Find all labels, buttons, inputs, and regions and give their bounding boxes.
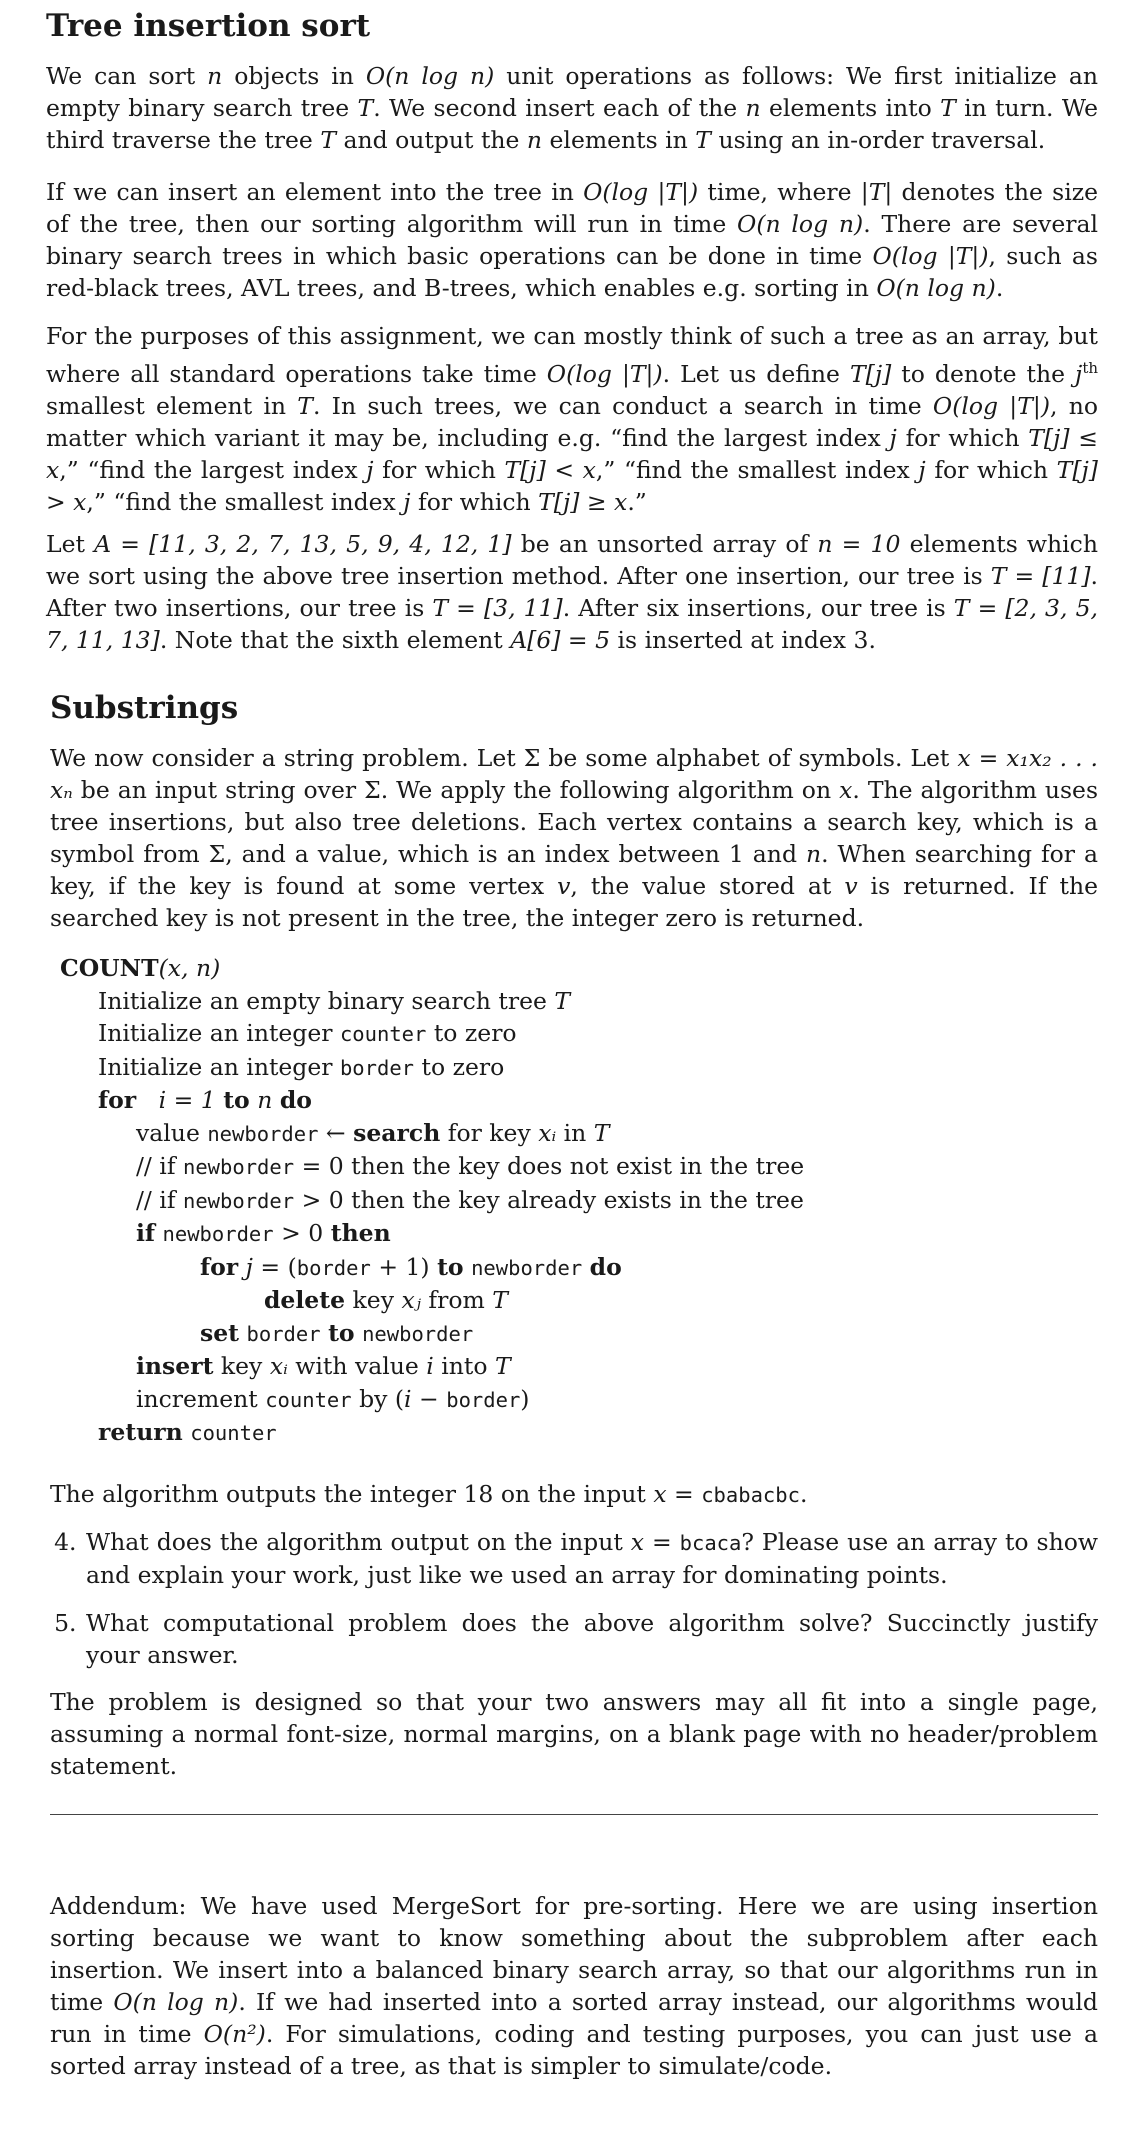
algo-line-comment-exists: // if newborder > 0 then the key already exists in the tree [136,1185,804,1214]
paragraph-tree-insert-time: If we can insert an element into the tree in O(log |T|) time, where |T| denotes the size of the tree, then our sorting algorithm will run in time O(n log n). There are several binary search trees in which basic operations can be done in time O(log |T|), such as red-black trees, AVL trees, and B-trees, which enables e.g. sorting in O(n log n). [46,178,1098,302]
question-4: 4. What does the algorithm output on the input x = bcaca? Please use an array to show and explain your work, just like we used an array for dominating points. [84,1526,1098,1591]
paragraph-string-problem: We now consider a string problem. Let Σ be some alphabet of symbols. Let x = x₁x₂ . . . xₙ be an input string over Σ. We apply the following algorithm on x. The algorithm uses tree insertions, but also tree deletions. Each vertex contains a search key, which is a symbol from Σ, and a value, which is an index between 1 and n. When searching for a key, if the key is found at some vertex v, the value stored at v is returned. If the searched key is not present in the tree, the integer zero is returned. [50,744,1099,932]
paragraph-closing-note: The problem is designed so that your two answers may all fit into a single page, assuming a normal font-size, normal margins, on a blank page with no header/problem statement. [50,1688,1098,1780]
algo-line-init-border: Initialize an integer border to zero [98,1052,505,1081]
algo-line-set-border: set border to newborder [200,1318,474,1347]
section-title-substrings: Substrings [50,690,239,726]
algo-line-insert: insert key xᵢ with value i into T [136,1352,511,1380]
algo-header: COUNT(x, n) [60,954,221,982]
paragraph-tree-sort-intro: We can sort n objects in O(n log n) unit operations as follows: We first initialize an empty binary search tree T. We second insert each of the n elements into T in turn. We third traverse the tree T and output the n elements in T using an in-order traversal. [46,62,1098,154]
algo-line-for-i: for i = 1 to n do [98,1086,312,1114]
count-algorithm [60,952,804,1450]
question-5: 5. What computational problem does the above algorithm solve? Succinctly justify your answer. [84,1607,1098,1671]
algo-line-init-tree: Initialize an empty binary search tree T [98,986,571,1015]
question-list [50,1526,1098,1671]
algo-line-init-counter: Initialize an integer counter to zero [98,1019,517,1047]
paragraph-addendum: Addendum: We have used MergeSort for pre-sorting. Here we are using insertion sorting because we want to know something about the subproblem after each insertion. We insert into a balanced binary search array, so that our algorithms run in time O(n log n). If we had inserted into a sorted array instead, our algorithms would run in time O(n²). For simulations, coding and testing purposes, you can just use a sorted array instead of a tree, as that is simpler to simulate/code. [50,1892,1098,2080]
algo-line-search: value newborder ← search for key xᵢ in T [136,1118,610,1147]
algo-line-increment: increment counter by (i − border) [136,1384,530,1413]
algo-line-if: if newborder > 0 then [136,1219,391,1247]
algo-line-comment-absent: // if newborder = 0 then the key does not exist in the tree [136,1152,805,1180]
paragraph-example-output: The algorithm outputs the integer 18 on the input x = cbabacbc. [50,1480,808,1508]
algo-line-delete: delete key xⱼ from T [264,1286,508,1314]
algo-line-for-j: for j = (border + 1) to newborder do [200,1252,622,1281]
algo-line-return: return counter [98,1418,277,1446]
horizontal-divider [50,1814,1098,1815]
paragraph-tree-as-array: For the purposes of this assignment, we can mostly think of such a tree as an array, but where all standard operations take time O(log |T|). Let us define T[j] to denote the $j^{th}$ smallest element in T. In such trees, we can conduct a search in time O(log |T|), no matter which variant it may be, including e.g. “find the largest index j for which T[j] ≤ x,” “find the largest index j for which T[j] < x,” “find the smallest index j for which T[j] > x,” “find the smallest index j for which T[j] ≥ x.” [46,322,1099,516]
paragraph-example-array: Let A = [11, 3, 2, 7, 13, 5, 9, 4, 12, 1] be an unsorted array of n = 10 elements which we sort using the above tree insertion method. After one insertion, our tree is T = [11]. After two insertions, our tree is T = [3, 11]. After six insertions, our tree is T = [2, 3, 5, 7, 11, 13]. Note that the sixth element A[6] = 5 is inserted at index 3. [46,530,1099,654]
section-title-tree-insertion-sort: Tree insertion sort [46,8,371,44]
